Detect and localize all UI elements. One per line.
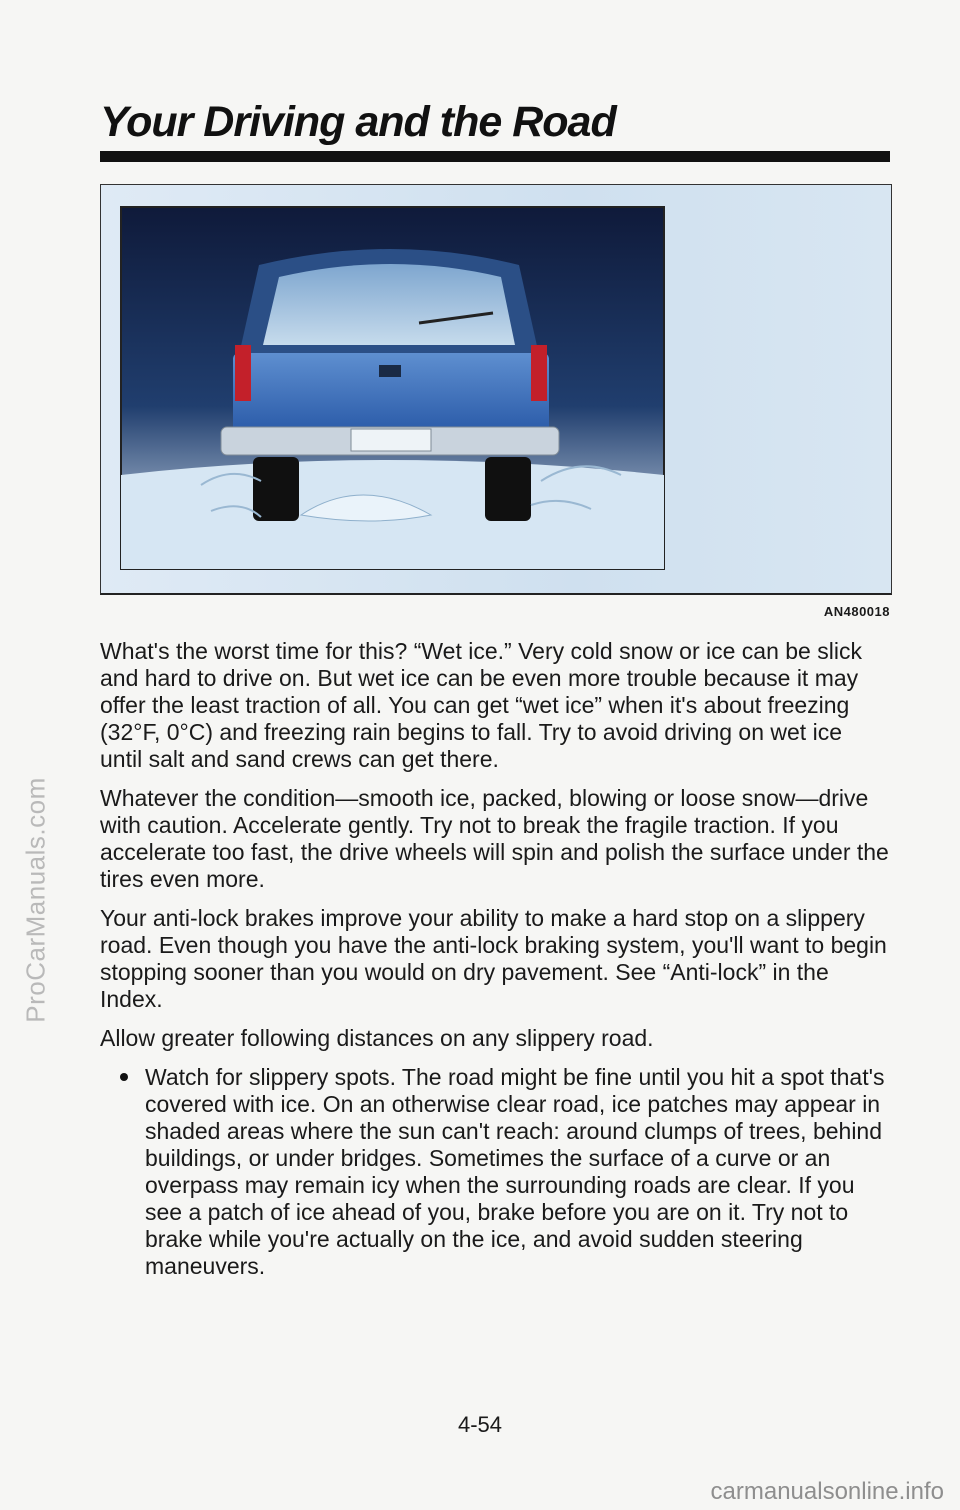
- body-text: [100, 638, 890, 1280]
- footer-watermark: carmanualsonline.info: [710, 1478, 944, 1505]
- paragraph-1: What's the worst time for this? “Wet ice.” Very cold snow or ice can be slick and hard to drive on. But wet ice can be even more trouble because it may offer the least traction of all. You can get “wet ice” when it's about freezing (32°F, 0°C) and freezing rain begins to fall. Try to avoid driving on wet ice until salt and sand crews can get there.: [100, 638, 862, 772]
- paragraph-2: Whatever the condition—smooth ice, packed, blowing or loose snow—drive with caution. Accelerate gently. Try not to break the fragile traction. If you accelerate too fast, the drive wheels will spin and polish the surface under the tires even more.: [100, 785, 889, 892]
- paragraph-3: Your anti-lock brakes improve your ability to make a hard stop on a slippery road. Even though you have the anti-lock braking system, you'll want to begin stopping sooner than you would on dry pavement. See “Anti-lock” in the Index.: [100, 905, 887, 1012]
- figure-code: AN480018: [823, 604, 890, 619]
- bullet-text: Watch for slippery spots. The road might be fine until you hit a spot that's covered with ice. On an otherwise clear road, ice patches may appear in shaded areas where the sun can't reach: around clumps of trees, behind buildings, or under bridges. Sometimes the surface of a curve or an overpass may remain icy when the surrounding roads are clear. If you see a patch of ice ahead of you, brake before you are on it. Try not to brake while you're actually on the ice, and avoid sudden steering maneuvers.: [145, 1064, 885, 1279]
- page-title: Your Driving and the Road: [100, 98, 616, 146]
- page-number: 4-54: [457, 1412, 503, 1437]
- truck-illustration: [101, 185, 891, 593]
- illustration-truck-on-ice: [100, 184, 892, 595]
- bullet-item: [100, 1064, 890, 1280]
- side-watermark: [6, 560, 66, 1240]
- paragraph-4: Allow greater following distances on any slippery road.: [100, 1025, 654, 1051]
- title-rule: [100, 151, 890, 162]
- bullet-dot-icon: [120, 1073, 128, 1081]
- side-watermark-text: ProCarManuals.com: [20, 777, 51, 1023]
